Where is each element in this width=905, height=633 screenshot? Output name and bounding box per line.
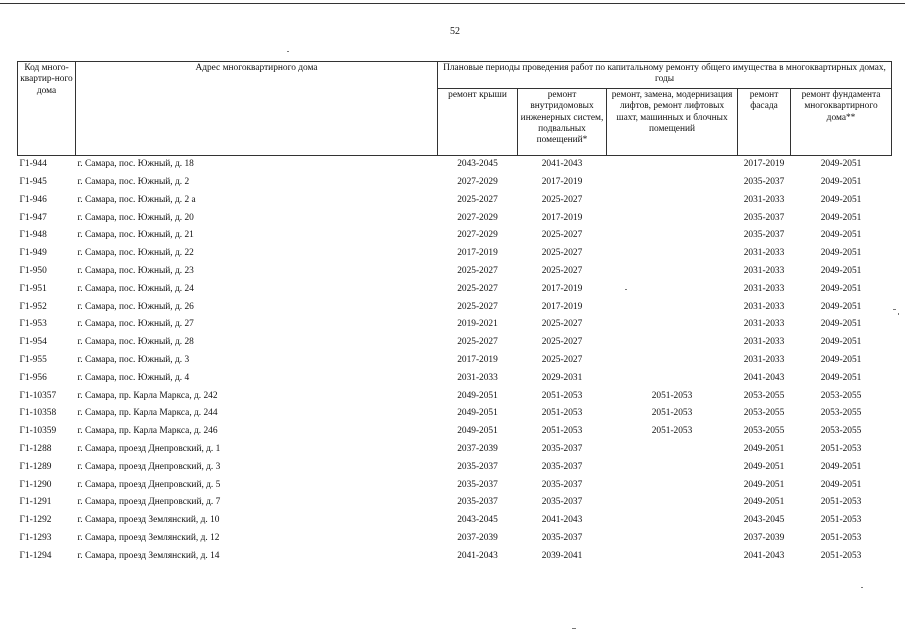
cell-address: г. Самара, пр. Карла Маркса, д. 244 bbox=[77, 408, 218, 419]
cell-roof: 2035-2037 bbox=[457, 461, 498, 472]
cell-facade: 2041-2043 bbox=[743, 372, 785, 383]
table-body bbox=[18, 156, 892, 566]
cell-code: Г1-948 bbox=[19, 230, 47, 241]
cell-roof: 2025-2027 bbox=[457, 337, 498, 348]
cell-code: Г1-950 bbox=[19, 266, 47, 277]
cell-code: Г1-952 bbox=[19, 301, 47, 312]
cell-elevators: 2051-2053 bbox=[651, 426, 693, 437]
table-row bbox=[18, 316, 892, 334]
cell-foundation: 2049-2051 bbox=[820, 479, 862, 490]
table-row bbox=[18, 423, 892, 441]
header-code: Код много-квартир-ного дома bbox=[18, 62, 76, 156]
cell-roof: 2035-2037 bbox=[457, 479, 498, 490]
cell-roof: 2049-2051 bbox=[457, 390, 498, 401]
top-rule bbox=[0, 3, 905, 4]
cell-foundation: 2049-2051 bbox=[820, 230, 862, 241]
table-row bbox=[18, 494, 892, 512]
cell-engineering: 2017-2019 bbox=[541, 177, 583, 188]
cell-code: Г1-1293 bbox=[19, 532, 52, 543]
cell-foundation: 2051-2053 bbox=[820, 550, 862, 561]
cell-address: г. Самара, пос. Южный, д. 24 bbox=[77, 283, 194, 294]
scan-speck bbox=[898, 313, 899, 315]
cell-address: г. Самара, пос. Южный, д. 18 bbox=[77, 159, 194, 170]
cell-engineering: 2051-2053 bbox=[541, 390, 583, 401]
cell-foundation: 2049-2051 bbox=[820, 177, 862, 188]
cell-code: Г1-949 bbox=[19, 248, 47, 259]
table-row bbox=[18, 459, 892, 477]
table-row bbox=[18, 156, 892, 174]
cell-elevators: 2051-2053 bbox=[651, 390, 693, 401]
cell-roof: 2027-2029 bbox=[457, 230, 498, 241]
cell-engineering: 2035-2037 bbox=[541, 444, 583, 454]
cell-address: г. Самара, проезд Днепровский, д. 3 bbox=[77, 461, 221, 472]
cell-engineering: 2035-2037 bbox=[541, 479, 583, 490]
cell-engineering: 2035-2037 bbox=[541, 497, 583, 508]
cell-code: Г1-956 bbox=[19, 372, 47, 383]
cell-code: Г1-1292 bbox=[19, 515, 52, 526]
cell-foundation: 2051-2053 bbox=[820, 515, 862, 526]
cell-roof: 2025-2027 bbox=[457, 283, 498, 294]
header-roof: ремонт крыши bbox=[438, 89, 518, 156]
cell-facade: 2035-2037 bbox=[743, 230, 785, 241]
cell-facade: 2053-2055 bbox=[743, 390, 785, 401]
cell-engineering: 2025-2027 bbox=[541, 355, 583, 366]
cell-elevators bbox=[607, 370, 738, 388]
cell-roof: 2025-2027 bbox=[457, 266, 498, 277]
cell-foundation: 2053-2055 bbox=[820, 408, 862, 419]
header-foundation: ремонт фундамента многоквартирного дома** bbox=[791, 89, 892, 156]
cell-engineering: 2051-2053 bbox=[541, 408, 583, 419]
cell-elevators bbox=[607, 441, 738, 459]
cell-code: Г1-947 bbox=[19, 212, 47, 223]
cell-foundation: 2049-2051 bbox=[820, 212, 862, 223]
cell-facade: 2031-2033 bbox=[743, 248, 785, 259]
cell-foundation: 2049-2051 bbox=[820, 248, 862, 259]
header-elevators: ремонт, замена, модернизация лифтов, ремонт лифтовых шахт, машинных и блочных помещений bbox=[607, 89, 738, 156]
cell-facade: 2031-2033 bbox=[743, 301, 785, 312]
cell-elevators bbox=[607, 263, 738, 281]
cell-code: Г1-1289 bbox=[19, 461, 52, 472]
cell-foundation: 2051-2053 bbox=[820, 497, 862, 508]
cell-roof: 2031-2033 bbox=[457, 372, 498, 383]
cell-code: Г1-954 bbox=[19, 337, 47, 348]
cell-roof: 2017-2019 bbox=[457, 355, 498, 366]
cell-code: Г1-10357 bbox=[19, 390, 57, 401]
table-row bbox=[18, 209, 892, 227]
cell-foundation: 2049-2051 bbox=[820, 337, 862, 348]
table-row bbox=[18, 334, 892, 352]
cell-roof: 2043-2045 bbox=[457, 159, 498, 170]
cell-facade: 2049-2051 bbox=[743, 461, 785, 472]
table-row bbox=[18, 548, 892, 566]
cell-address: г. Самара, пос. Южный, д. 23 bbox=[77, 266, 194, 277]
cell-facade: 2049-2051 bbox=[743, 444, 785, 454]
scan-speck bbox=[893, 309, 896, 310]
cell-engineering: 2051-2053 bbox=[541, 426, 583, 437]
cell-engineering: 2039-2041 bbox=[541, 550, 583, 561]
cell-facade: 2031-2033 bbox=[743, 355, 785, 366]
scan-speck bbox=[572, 628, 576, 629]
cell-code: Г1-10359 bbox=[19, 426, 57, 437]
cell-engineering: 2035-2037 bbox=[541, 532, 583, 543]
cell-address: г. Самара, проезд Землянский, д. 10 bbox=[77, 515, 220, 526]
cell-engineering: 2017-2019 bbox=[541, 283, 583, 294]
scan-speck bbox=[861, 587, 863, 588]
cell-address: г. Самара, пос. Южный, д. 28 bbox=[77, 337, 194, 348]
cell-elevators bbox=[607, 334, 738, 352]
cell-roof: 2049-2051 bbox=[457, 426, 498, 437]
header-address: Адрес многоквартирного дома bbox=[76, 62, 438, 156]
cell-facade: 2017-2019 bbox=[743, 159, 785, 170]
cell-facade: 2041-2043 bbox=[743, 550, 785, 561]
cell-foundation: 2051-2053 bbox=[820, 444, 862, 454]
table-row bbox=[18, 263, 892, 281]
header-engineering: ремонт внутридомовых инженерных систем, подвальных помещений* bbox=[518, 89, 607, 156]
cell-address: г. Самара, пр. Карла Маркса, д. 246 bbox=[77, 426, 218, 437]
table-row bbox=[18, 174, 892, 192]
table-row bbox=[18, 281, 892, 299]
cell-engineering: 2035-2037 bbox=[541, 461, 583, 472]
cell-engineering: 2025-2027 bbox=[541, 319, 583, 330]
cell-engineering: 2025-2027 bbox=[541, 194, 583, 205]
cell-engineering: 2017-2019 bbox=[541, 212, 583, 223]
cell-address: г. Самара, пос. Южный, д. 4 bbox=[77, 372, 190, 383]
cell-code: Г1-1291 bbox=[19, 497, 52, 508]
cell-address: г. Самара, проезд Землянский, д. 14 bbox=[77, 550, 220, 561]
cell-facade: 2031-2033 bbox=[743, 283, 785, 294]
cell-elevators bbox=[607, 298, 738, 316]
page-number: 52 bbox=[450, 26, 460, 37]
cell-elevators bbox=[607, 209, 738, 227]
cell-address: г. Самара, пр. Карла Маркса, д. 242 bbox=[77, 390, 218, 401]
cell-address: г. Самара, проезд Землянский, д. 12 bbox=[77, 532, 220, 543]
cell-code: Г1-944 bbox=[19, 159, 47, 170]
cell-engineering: 2025-2027 bbox=[541, 337, 583, 348]
cell-roof: 2017-2019 bbox=[457, 248, 498, 259]
cell-foundation: 2049-2051 bbox=[820, 301, 862, 312]
table-row bbox=[18, 370, 892, 388]
cell-elevators bbox=[607, 494, 738, 512]
cell-foundation: 2053-2055 bbox=[820, 390, 862, 401]
cell-address: г. Самара, пос. Южный, д. 3 bbox=[77, 355, 190, 366]
cell-roof: 2019-2021 bbox=[457, 319, 498, 330]
cell-roof: 2025-2027 bbox=[457, 194, 498, 205]
cell-elevators bbox=[607, 227, 738, 245]
cell-foundation: 2049-2051 bbox=[820, 266, 862, 277]
cell-facade: 2031-2033 bbox=[743, 319, 785, 330]
cell-foundation: 2049-2051 bbox=[820, 159, 862, 170]
cell-code: Г1-10358 bbox=[19, 408, 57, 419]
cell-address: г. Самара, пос. Южный, д. 2 а bbox=[77, 194, 196, 205]
cell-facade: 2053-2055 bbox=[743, 408, 785, 419]
cell-facade: 2035-2037 bbox=[743, 177, 785, 188]
header-periods: Плановые периоды проведения работ по капитальному ремонту общего имущества в многоквартирных домах, годы bbox=[438, 62, 892, 89]
cell-address: г. Самара, пос. Южный, д. 21 bbox=[77, 230, 194, 241]
cell-facade: 2035-2037 bbox=[743, 212, 785, 223]
cell-elevators bbox=[607, 548, 738, 566]
cell-foundation: 2049-2051 bbox=[820, 283, 862, 294]
cell-address: г. Самара, проезд Днепровский, д. 5 bbox=[77, 479, 221, 490]
cell-code: Г1-1290 bbox=[19, 479, 52, 490]
cell-address: г. Самара, пос. Южный, д. 20 bbox=[77, 212, 194, 223]
cell-elevators bbox=[607, 316, 738, 334]
cell-elevators bbox=[607, 245, 738, 263]
header-facade: ремонт фасада bbox=[738, 89, 791, 156]
cell-facade: 2049-2051 bbox=[743, 497, 785, 508]
cell-foundation: 2049-2051 bbox=[820, 461, 862, 472]
table-row bbox=[18, 441, 892, 459]
cell-roof: 2043-2045 bbox=[457, 515, 498, 526]
cell-facade: 2049-2051 bbox=[743, 479, 785, 490]
cell-code: Г1-946 bbox=[19, 194, 47, 205]
cell-engineering: 2017-2019 bbox=[541, 301, 583, 312]
cell-foundation: 2049-2051 bbox=[820, 319, 862, 330]
cell-roof: 2041-2043 bbox=[457, 550, 498, 561]
cell-elevators bbox=[607, 174, 738, 192]
table-row bbox=[18, 298, 892, 316]
cell-engineering: 2025-2027 bbox=[541, 248, 583, 259]
cell-address: г. Самара, проезд Днепровский, д. 1 bbox=[77, 444, 221, 454]
cell-facade: 2037-2039 bbox=[743, 532, 785, 543]
cell-roof: 2027-2029 bbox=[457, 212, 498, 223]
cell-facade: 2031-2033 bbox=[743, 266, 785, 277]
cell-address: г. Самара, пос. Южный, д. 2 bbox=[77, 177, 190, 188]
cell-code: Г1-953 bbox=[19, 319, 47, 330]
cell-roof: 2049-2051 bbox=[457, 408, 498, 419]
cell-engineering: 2025-2027 bbox=[541, 266, 583, 277]
table-row bbox=[18, 530, 892, 548]
cell-elevators: 2051-2053 bbox=[651, 408, 693, 419]
cell-elevators bbox=[607, 512, 738, 530]
cell-elevators bbox=[607, 352, 738, 370]
cell-engineering: 2041-2043 bbox=[541, 159, 583, 170]
table-row bbox=[18, 405, 892, 423]
cell-elevators bbox=[607, 530, 738, 548]
cell-roof: 2025-2027 bbox=[457, 301, 498, 312]
cell-elevators bbox=[607, 156, 738, 174]
cell-elevators bbox=[607, 192, 738, 210]
cell-engineering: 2041-2043 bbox=[541, 515, 583, 526]
cell-foundation: 2049-2051 bbox=[820, 372, 862, 383]
table-row bbox=[18, 476, 892, 494]
cell-elevators bbox=[607, 281, 738, 299]
cell-code: Г1-951 bbox=[19, 283, 47, 294]
table-row bbox=[18, 227, 892, 245]
cell-facade: 2031-2033 bbox=[743, 194, 785, 205]
cell-facade: 2043-2045 bbox=[743, 515, 785, 526]
cell-code: Г1-1288 bbox=[19, 444, 52, 454]
capital-repair-table bbox=[17, 61, 892, 565]
scan-speck bbox=[287, 51, 289, 52]
cell-roof: 2027-2029 bbox=[457, 177, 498, 188]
cell-elevators bbox=[607, 476, 738, 494]
cell-elevators bbox=[607, 459, 738, 477]
cell-foundation: 2051-2053 bbox=[820, 532, 862, 543]
cell-engineering: 2029-2031 bbox=[541, 372, 583, 383]
table-row bbox=[18, 512, 892, 530]
cell-code: Г1-945 bbox=[19, 177, 47, 188]
table-row bbox=[18, 245, 892, 263]
cell-facade: 2031-2033 bbox=[743, 337, 785, 348]
cell-code: Г1-955 bbox=[19, 355, 47, 366]
cell-foundation: 2049-2051 bbox=[820, 355, 862, 366]
cell-foundation: 2053-2055 bbox=[820, 426, 862, 437]
cell-roof: 2037-2039 bbox=[457, 444, 498, 454]
cell-roof: 2037-2039 bbox=[457, 532, 498, 543]
cell-address: г. Самара, пос. Южный, д. 27 bbox=[77, 319, 194, 330]
table-row bbox=[18, 352, 892, 370]
table-row bbox=[18, 192, 892, 210]
cell-roof: 2035-2037 bbox=[457, 497, 498, 508]
cell-engineering: 2025-2027 bbox=[541, 230, 583, 241]
cell-address: г. Самара, пос. Южный, д. 22 bbox=[77, 248, 194, 259]
cell-address: г. Самара, проезд Днепровский, д. 7 bbox=[77, 497, 221, 508]
table-row bbox=[18, 387, 892, 405]
cell-address: г. Самара, пос. Южный, д. 26 bbox=[77, 301, 194, 312]
cell-foundation: 2049-2051 bbox=[820, 194, 862, 205]
cell-facade: 2053-2055 bbox=[743, 426, 785, 437]
cell-code: Г1-1294 bbox=[19, 550, 52, 561]
